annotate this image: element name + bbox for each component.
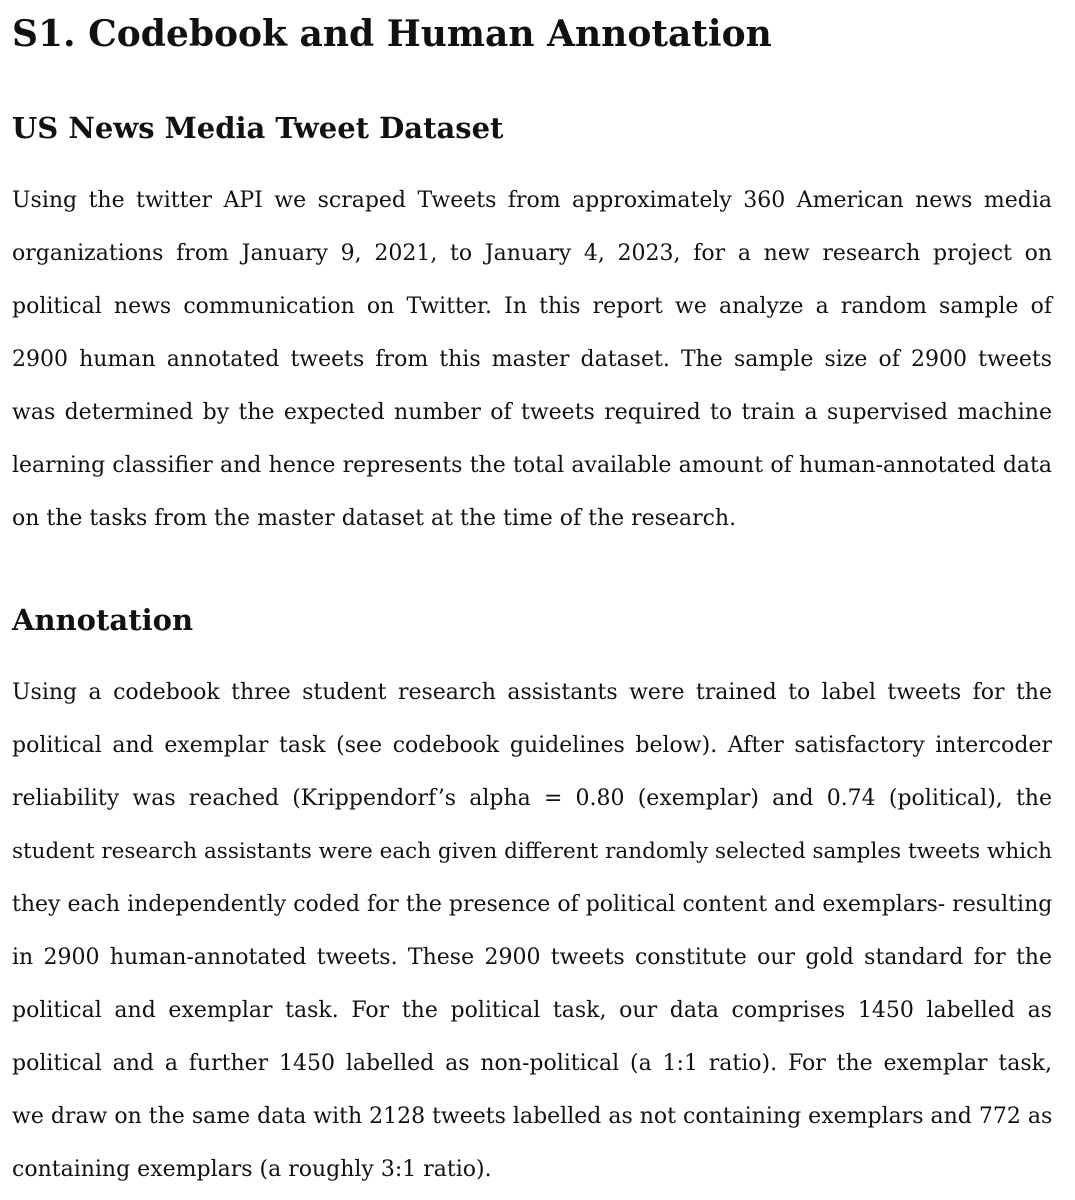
- paragraph-line: we draw on the same data with 2128 tweets labelled as not containing exemplars and 772 as: [12, 1104, 1053, 1129]
- paragraph-line: political news communication on Twitter. In this report we analyze a random sample of: [12, 294, 1052, 319]
- paragraph-line: 2900 human annotated tweets from this master dataset. The sample size of 2900 tweets: [12, 347, 1052, 372]
- paragraph-line: political and a further 1450 labelled as non-political (a 1:1 ratio). For the exemplar task,: [12, 1051, 1052, 1076]
- paragraph-line: Using a codebook three student research assistants were trained to label tweets for the: [12, 680, 1052, 705]
- paragraph-line: organizations from January 9, 2021, to January 4, 2023, for a new research project on: [12, 241, 1052, 266]
- paragraph-line: containing exemplars (a roughly 3:1 ratio).: [12, 1157, 492, 1182]
- paragraph-line: was determined by the expected number of tweets required to train a supervised machine: [12, 400, 1052, 425]
- section-title: S1. Codebook and Human Annotation: [12, 13, 772, 55]
- paragraph-line: in 2900 human-annotated tweets. These 2900 tweets constitute our gold standard for the: [12, 945, 1052, 970]
- annotation-paragraph: [12, 666, 1052, 1196]
- dataset-paragraph: [12, 174, 1052, 545]
- paragraph-line: learning classifier and hence represents the total available amount of human-annotated data: [12, 453, 1052, 478]
- paragraph-line: on the tasks from the master dataset at the time of the research.: [12, 506, 737, 531]
- paragraph-line: they each independently coded for the presence of political content and exemplars- resulting: [12, 892, 1053, 917]
- paragraph-line: Using the twitter API we scraped Tweets from approximately 360 American news media: [12, 188, 1052, 213]
- paragraph-line: reliability was reached (Krippendorf’s alpha = 0.80 (exemplar) and 0.74 (political), the: [12, 786, 1052, 811]
- paragraph-line: student research assistants were each given different randomly selected samples tweets which: [12, 839, 1052, 864]
- annotation-heading: Annotation: [12, 603, 194, 637]
- dataset-heading: US News Media Tweet Dataset: [12, 111, 504, 145]
- paragraph-line: political and exemplar task (see codebook guidelines below). After satisfactory intercoder: [12, 733, 1052, 758]
- paragraph-line: political and exemplar task. For the political task, our data comprises 1450 labelled as: [12, 998, 1052, 1023]
